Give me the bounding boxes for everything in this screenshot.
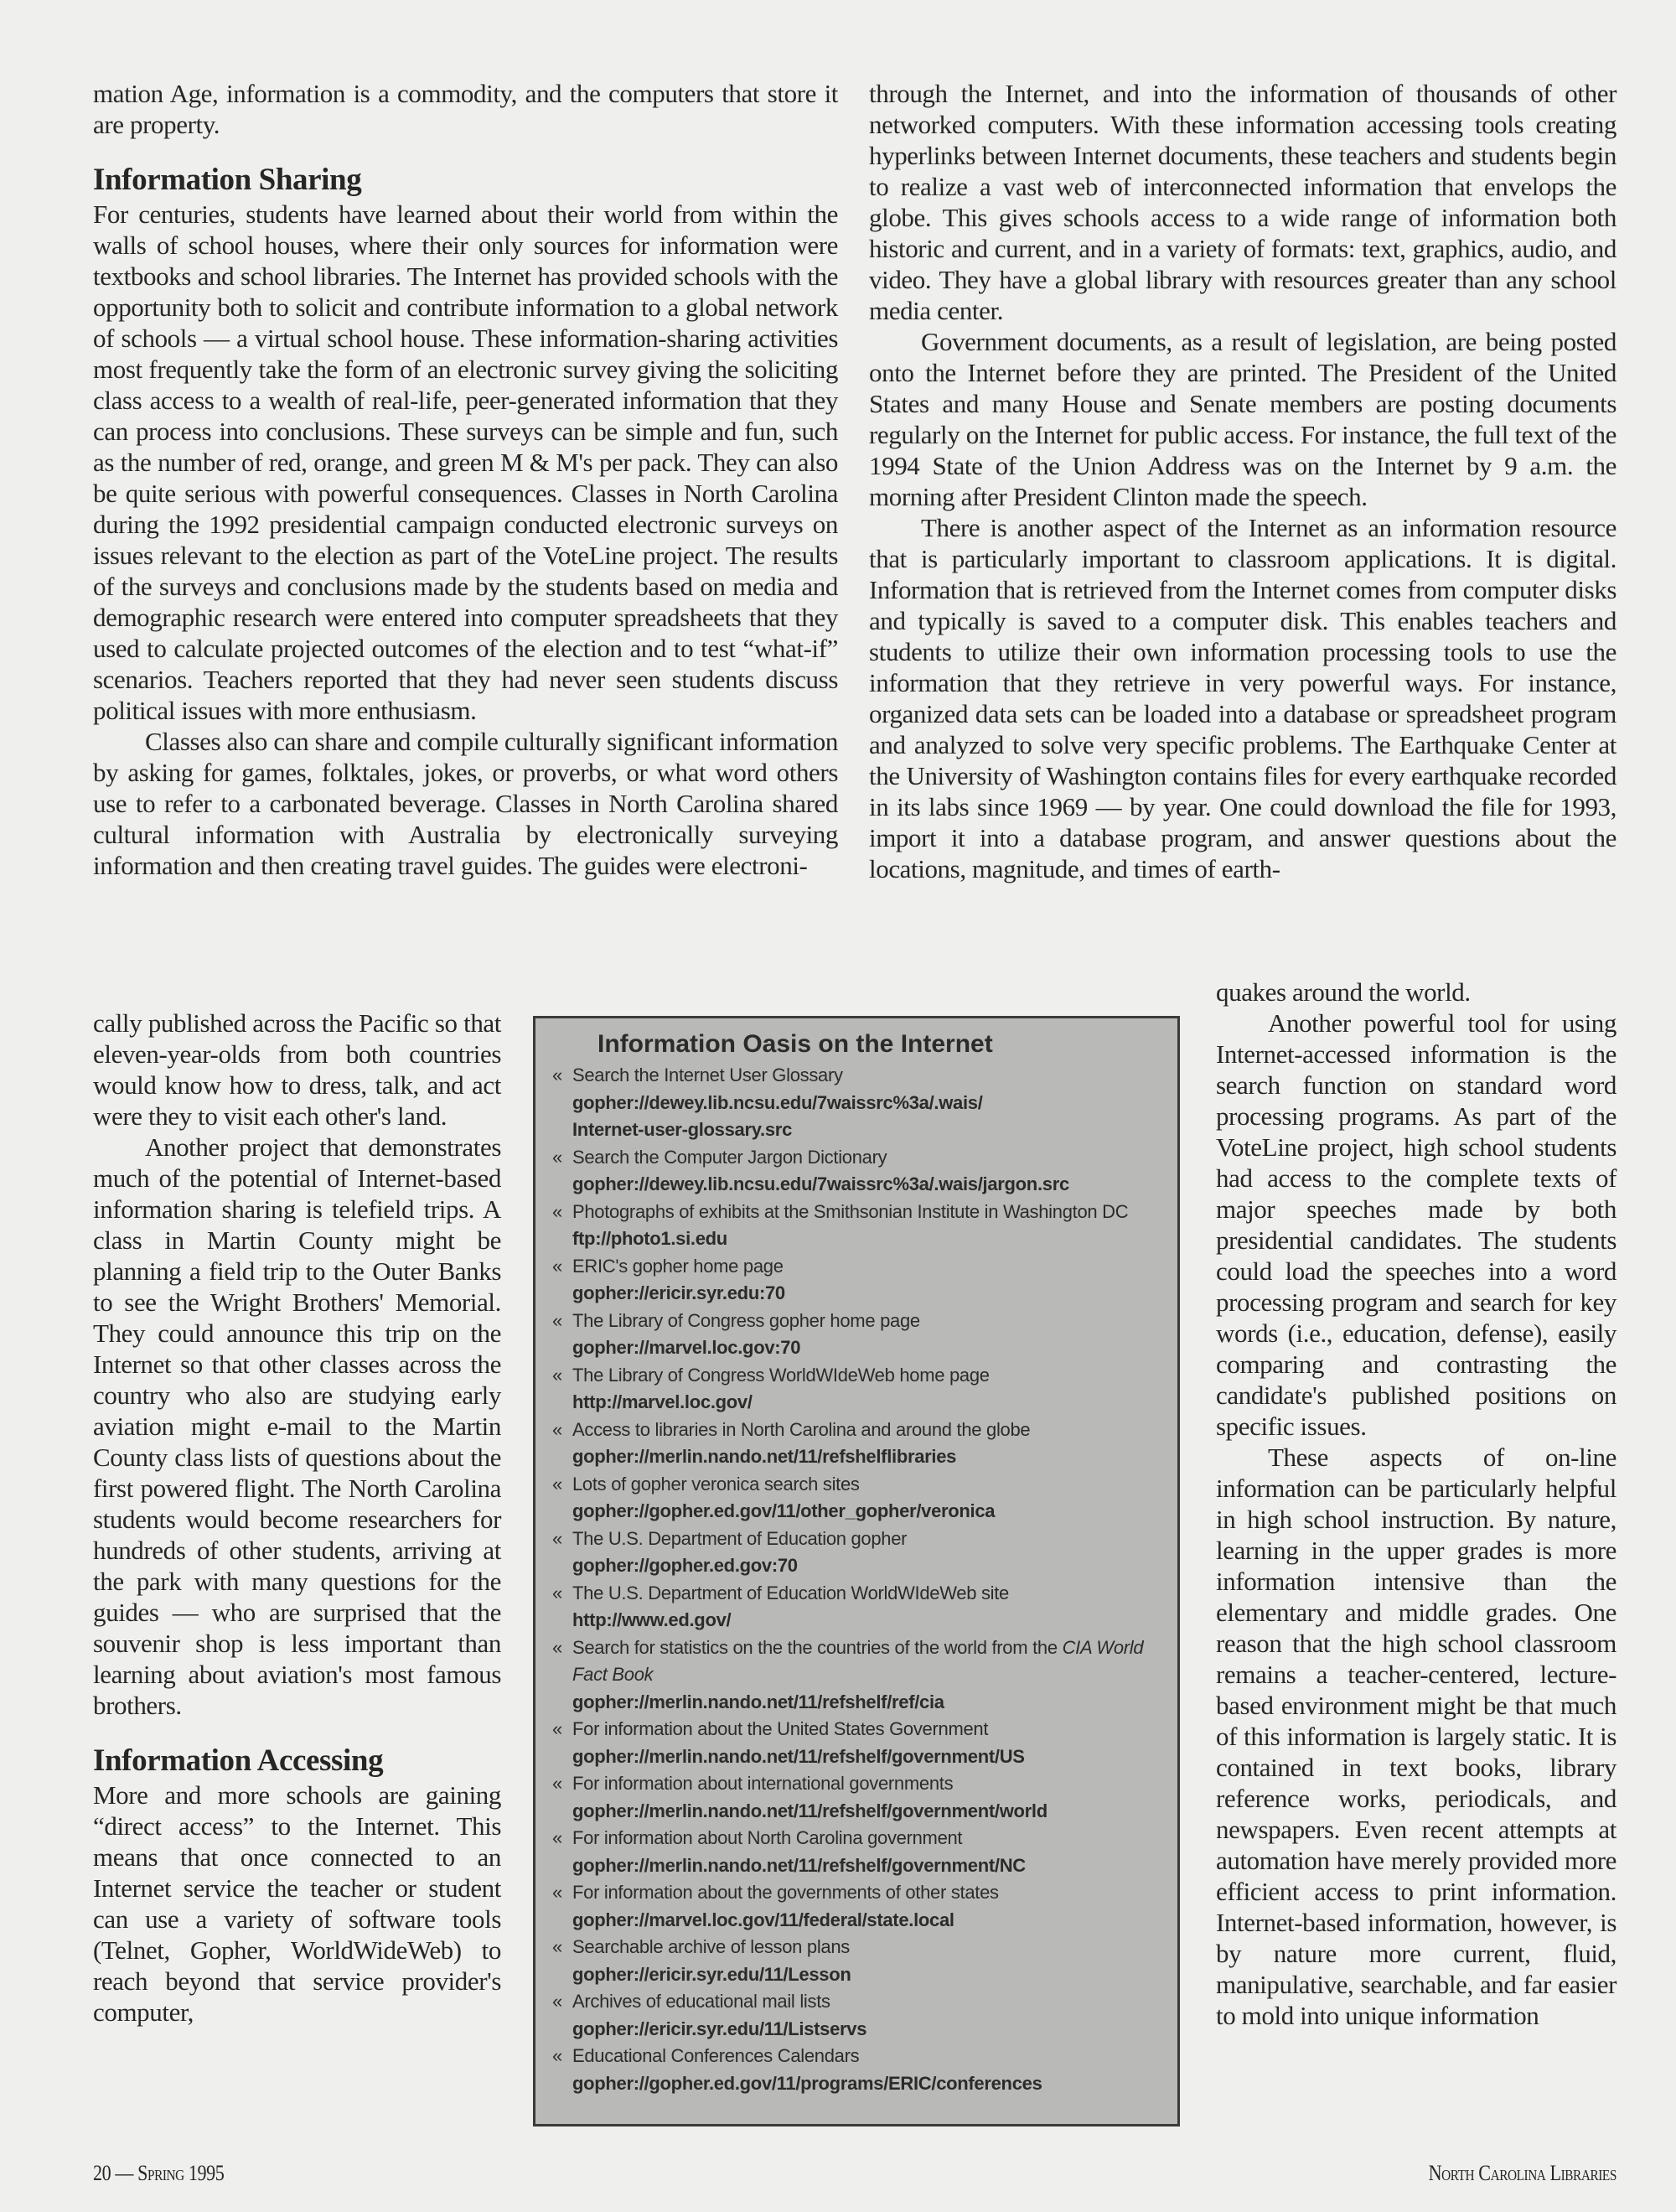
paragraph: Government documents, as a result of legislation, are being posted onto the Internet before they are printed. The President of the United States and many House and Senate members are posting documents regularly on the Internet for public access. For instance, the full text of the 1994 State of the Union Address was on the Internet by 9 a.m. the morning after President Clinton made the speech.	[869, 327, 1617, 511]
resource-url[interactable]: gopher://ericir.syr.edu/11/Listservs	[572, 2018, 867, 2039]
paragraph: These aspects of on-line information can be particularly helpful in high school instruction. By nature, learning in the upper grades is more information intensive than the elementary and middle grades. One reason that the high school classroom remains a teacher-centered, lecture-based environment might be that much of this information is largely static. It is contained in text books, library reference works, periodicals, and newspapers. Even recent attempts at automation have merely provided more efficient access to print information. Internet-based information, however, is by nature more current, fluid, manipulative, searchable, and far easier to mold into unique information	[1216, 1443, 1617, 2030]
resource-url[interactable]: gopher://dewey.lib.ncsu.edu/7waissrc%3a/.wais/	[572, 1091, 983, 1113]
resource-description	[572, 1062, 1169, 1090]
resource-list	[549, 1062, 1169, 2097]
bullet-icon: «	[552, 1473, 562, 1495]
description-text: Lots of gopher veronica search sites	[572, 1473, 860, 1495]
right-column-narrow	[1216, 976, 1617, 2031]
bullet-icon: «	[552, 1582, 562, 1603]
resource-description	[572, 1580, 1169, 1608]
description-text: Search the Computer Jargon Dictionary	[572, 1146, 887, 1168]
description-text: Educational Conferences Calendars	[572, 2045, 860, 2066]
resource-url[interactable]: ftp://photo1.si.edu	[572, 1228, 727, 1249]
resource-description	[572, 1417, 1169, 1444]
description-text: ERIC's gopher home page	[572, 1255, 784, 1277]
bullet-icon: «	[552, 2045, 562, 2066]
resource-item	[549, 1199, 1169, 1253]
description-text: The Library of Congress WorldWIdeWeb home page	[572, 1364, 990, 1386]
information-oasis-sidebar	[533, 1016, 1180, 2127]
left-column-top	[93, 78, 838, 881]
paragraph: cally published across the Pacific so that eleven-year-olds from both countries would know how to dress, talk, and act were they to visit each other's land.	[93, 1008, 501, 1131]
resource-url[interactable]: gopher://gopher.ed.gov/11/programs/ERIC/conferences	[572, 2072, 1042, 2094]
resource-description	[572, 1308, 1169, 1335]
bullet-icon: «	[552, 1364, 562, 1386]
resource-item	[549, 1144, 1169, 1199]
description-text: The U.S. Department of Education WorldWIdeWeb site	[572, 1582, 1009, 1603]
resource-item	[549, 1716, 1169, 1770]
bullet-icon: «	[552, 1309, 562, 1331]
resource-url[interactable]: gopher://merlin.nando.net/11/refshelf/government/world	[572, 1800, 1048, 1821]
paragraph: Classes also can share and compile culturally significant information by asking for games, folktales, jokes, or proverbs, or what word others use to refer to a carbonated beverage. Classes in North Carolina shared cultural information with Australia by electronically surveying information and then creating travel guides. The guides were electroni-	[93, 727, 838, 880]
resource-description	[572, 1934, 1169, 1961]
description-text: The Library of Congress gopher home page	[572, 1309, 920, 1331]
bullet-icon: «	[552, 1146, 562, 1168]
resource-description	[572, 1825, 1169, 1852]
resource-item	[549, 1825, 1169, 1879]
resource-description	[572, 1770, 1169, 1798]
left-column-narrow	[93, 1008, 501, 2028]
resource-item	[549, 1879, 1169, 1934]
bullet-icon: «	[552, 1418, 562, 1440]
bullet-icon: «	[552, 1936, 562, 1957]
bullet-icon: «	[552, 1773, 562, 1794]
bullet-icon: «	[552, 1882, 562, 1903]
description-text: Photographs of exhibits at the Smithsonian Institute in Washington DC	[572, 1200, 1129, 1222]
description-text: Search the Internet User Glossary	[572, 1065, 843, 1085]
resource-item	[549, 2043, 1169, 2097]
resource-item	[549, 1062, 1169, 1144]
paragraph: There is another aspect of the Internet as an information resource that is particularly important to classroom applications. It is digital. Information that is retrieved from the Internet comes from computer disks and typically is saved to a computer disk. This enables teachers and students to utilize their own information processing tools to use the information that they retrieve in very powerful ways. For instance, organized data sets can be loaded into a database or spreadsheet program and analyzed to solve very specific problems. The Earthquake Center at the University of Washington contains files for every earthquake recorded in its labs since 1969 — by year. One could download the file for 1993, import it into a database program, and answer questions about the locations, magnitude, and times of earth-	[869, 513, 1617, 883]
sidebar-title: Information Oasis on the Internet	[597, 1030, 993, 1058]
resource-item	[549, 1770, 1169, 1825]
resource-description	[572, 1471, 1169, 1499]
resource-description	[572, 1634, 1169, 1689]
section-heading: Information Sharing	[93, 163, 362, 197]
resource-item	[549, 1988, 1169, 2043]
description-text: Archives of educational mail lists	[572, 1991, 830, 2012]
resource-url[interactable]: gopher://marvel.loc.gov:70	[572, 1337, 801, 1358]
description-text: Access to libraries in North Carolina and around the globe	[572, 1418, 1031, 1440]
resource-url[interactable]: gopher://merlin.nando.net/11/refshelf/ref/cia	[572, 1691, 944, 1712]
resource-item	[549, 1580, 1169, 1634]
resource-item	[549, 1934, 1169, 1988]
resource-url[interactable]: http://marvel.loc.gov/	[572, 1391, 753, 1412]
page-footer-publication: North Carolina Libraries	[1428, 2161, 1617, 2185]
resource-url[interactable]: gopher://ericir.syr.edu:70	[572, 1282, 785, 1303]
paragraph: mation Age, information is a commodity, and the computers that store it are property.	[93, 79, 838, 139]
bullet-icon: «	[552, 1527, 562, 1549]
resource-item	[549, 1308, 1169, 1362]
resource-item	[549, 1253, 1169, 1308]
paragraph: Another project that demonstrates much of the potential of Internet-based information sharing is telefield trips. A class in Martin County might be planning a field trip to the Outer Banks to see the Wright Brothers' Memorial. They could announce this trip on the Internet so that other classes across the country who also are studying early aviation might e-mail to the Martin County class lists of questions about the first powered flight. The North Carolina students would become researchers for hundreds of other students, arriving at the park with many questions for the guides — who are surprised that the souvenir shop is less important than learning about aviation's most famous brothers.	[93, 1132, 501, 1720]
bullet-icon: «	[552, 1991, 562, 2012]
resource-url[interactable]: http://www.ed.gov/	[572, 1609, 732, 1630]
description-text: For information about international governments	[572, 1773, 954, 1794]
resource-description	[572, 1526, 1169, 1553]
resource-description	[572, 1716, 1169, 1743]
paragraph: More and more schools are gaining “direct access” to the Internet. This means that once connected to an Internet service the teacher or student can use a variety of software tools (Telnet, Gopher, WorldWideWeb) to reach beyond that service provider's computer,	[93, 1780, 501, 2027]
resource-url[interactable]: gopher://merlin.nando.net/11/refshelf/government/NC	[572, 1854, 1026, 1876]
bullet-icon: «	[552, 1636, 562, 1658]
resource-item	[549, 1526, 1169, 1580]
paragraph: through the Internet, and into the information of thousands of other networked computers. With these information accessing tools creating hyperlinks between Internet documents, these teachers and students begin to realize a vast web of interconnected information that envelops the globe. This gives schools access to a wide range of information both historic and current, and in a variety of formats: text, graphics, audio, and video. They have a global library with resources greater than any school media center.	[869, 79, 1617, 325]
page-footer-issue: 20 — Spring 1995	[93, 2161, 225, 2185]
description-text: For information about North Carolina government	[572, 1827, 963, 1848]
resource-url[interactable]: gopher://gopher.ed.gov:70	[572, 1555, 798, 1576]
description-text: For information about the governments of other states	[572, 1882, 999, 1903]
resource-description	[572, 1988, 1169, 2016]
resource-url[interactable]: gopher://merlin.nando.net/11/refshelf/government/US	[572, 1745, 1025, 1767]
resource-url[interactable]: gopher://ericir.syr.edu/11/Lesson	[572, 1963, 851, 1985]
description-text: For information about the United States Government	[572, 1718, 989, 1739]
resource-description	[572, 1144, 1169, 1172]
section-heading: Information Accessing	[93, 1743, 384, 1778]
description-text: The U.S. Department of Education gopher	[572, 1527, 908, 1549]
resource-url[interactable]: gopher://marvel.loc.gov/11/federal/state.local	[572, 1909, 954, 1930]
resource-description	[572, 2043, 1169, 2070]
resource-item	[549, 1362, 1169, 1417]
resource-url[interactable]: Internet-user-glossary.src	[572, 1119, 793, 1140]
paragraph: quakes around the world.	[1216, 977, 1471, 1007]
resource-url[interactable]: gopher://gopher.ed.gov/11/other_gopher/veronica	[572, 1500, 996, 1521]
resource-url[interactable]: gopher://merlin.nando.net/11/refshelflibraries	[572, 1446, 957, 1467]
resource-item	[549, 1634, 1169, 1717]
bullet-icon: «	[552, 1065, 562, 1085]
bullet-icon: «	[552, 1200, 562, 1222]
bullet-icon: «	[552, 1718, 562, 1739]
resource-item	[549, 1471, 1169, 1526]
right-column-top	[869, 78, 1617, 884]
bullet-icon: «	[552, 1255, 562, 1277]
resource-description	[572, 1879, 1169, 1907]
book-title: CIA World Fact Book	[572, 1636, 1144, 1685]
resource-url[interactable]: gopher://dewey.lib.ncsu.edu/7waissrc%3a/.wais/jargon.src	[572, 1173, 1069, 1194]
description-text: Searchable archive of lesson plans	[572, 1936, 851, 1957]
resource-description	[572, 1362, 1169, 1390]
paragraph: Another powerful tool for using Internet-accessed information is the search function on standard word processing programs. As part of the VoteLine project, high school students had access to the complete texts of major speeches made by both presidential candidates. The students could load the speeches into a word processing program and search for key words (i.e., education, defense), easily comparing and contrasting the candidate's published positions on specific issues.	[1216, 1008, 1617, 1441]
bullet-icon: «	[552, 1827, 562, 1848]
description-text: Search for statistics on the the countries of the world from the	[572, 1636, 1063, 1658]
resource-item	[549, 1417, 1169, 1471]
paragraph: For centuries, students have learned about their world from within the walls of school houses, where their only sources for information were textbooks and school libraries. The Internet has provided schools with the opportunity both to solicit and contribute information to a global network of schools — a virtual school house. These information-sharing activities most frequently take the form of an electronic survey giving the soliciting class access to a wealth of real-life, peer-generated information that they can process into conclusions. These surveys can be simple and fun, such as the number of red, orange, and green M & M's per pack. They can also be quite serious with powerful consequences. Classes in North Carolina during the 1992 presidential campaign conducted electronic surveys on issues relevant to the election as part of the VoteLine project. The results of the surveys and conclusions made by the students based on media and demographic research were entered into computer spreadsheets that they used to calculate projected outcomes of the election and to test “what-if” scenarios. Teachers reported that they had never seen students discuss political issues with more enthusiasm.	[93, 199, 838, 725]
resource-description	[572, 1253, 1169, 1281]
resource-description	[572, 1199, 1169, 1226]
